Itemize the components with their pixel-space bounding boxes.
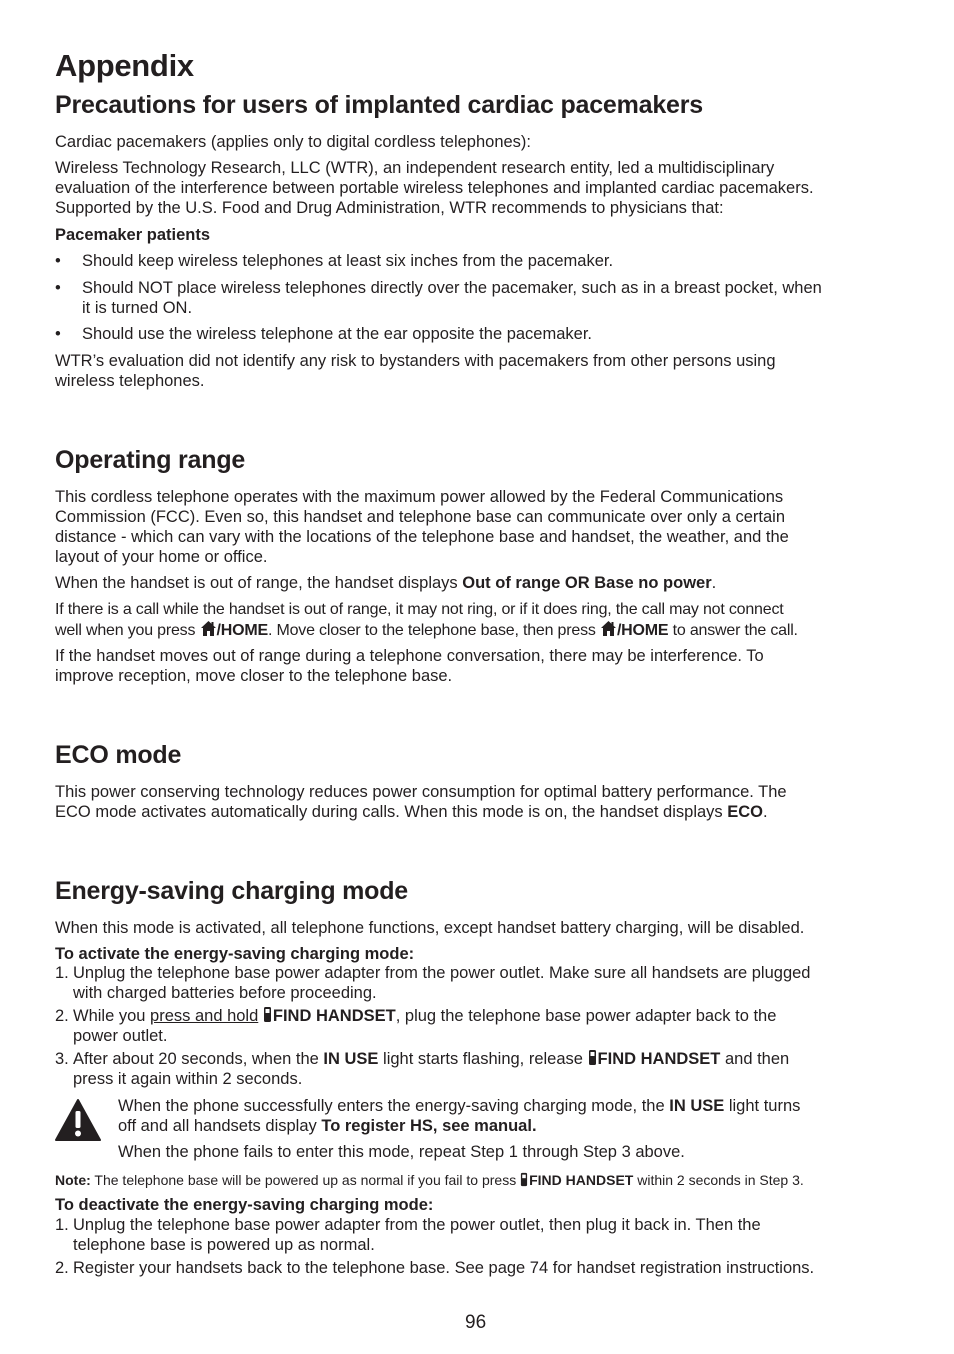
home-key-label: /HOME — [616, 622, 669, 639]
note — [55, 1171, 905, 1189]
eco-paragraph — [55, 782, 905, 822]
bullet-text: Should keep wireless telephones at least six inches from the pacemaker. — [82, 252, 614, 270]
step-number: 2. — [55, 1259, 69, 1277]
step-text-part: and then — [720, 1050, 790, 1068]
warning-text-part: When the phone successfully enters the energy-saving charging mode, the — [118, 1097, 670, 1115]
pacemaker-para-line: Wireless Technology Research, LLC (WTR), an independent research entity, led a multidisciplinary — [55, 159, 775, 177]
range-line: distance - which can vary with the locations of the telephone base and handset, the weather, and the — [55, 528, 789, 546]
range-paragraph-4 — [55, 646, 905, 686]
energy-heading: Energy-saving charging mode — [55, 877, 409, 905]
note-label: Note: — [55, 1172, 91, 1188]
warning-text-part: light turns — [724, 1097, 801, 1115]
range-p3-line: If there is a call while the handset is out of range, it may not ring, or if it does ring, the call may not connect — [55, 601, 784, 618]
step-text-part: light starts flashing, release — [378, 1050, 588, 1068]
pacemaker-intro: Cardiac pacemakers (applies only to digital cordless telephones): — [55, 133, 531, 151]
activate-label: To activate the energy-saving charging mode: — [55, 945, 415, 963]
step-text-part: , plug the telephone base power adapter back to the — [395, 1007, 777, 1025]
warning-text-part: off and all handsets display — [118, 1117, 322, 1135]
range-p3-text: well when you press — [55, 622, 200, 639]
pacemaker-para-line: Supported by the U.S. Food and Drug Administration, WTR recommends to physicians that: — [55, 199, 724, 217]
bullet-marker: • — [55, 279, 61, 297]
home-icon — [600, 620, 617, 637]
bullet-text: Should use the wireless telephone at the ear opposite the pacemaker. — [82, 325, 593, 343]
range-line: This cordless telephone operates with the maximum power allowed by the Federal Communications — [55, 488, 784, 506]
find-handset-key: FIND HANDSET — [272, 1007, 396, 1025]
deactivate-label: To deactivate the energy-saving charging mode: — [55, 1196, 434, 1214]
in-use-light-label: IN USE — [323, 1050, 379, 1068]
range-paragraph-1 — [55, 487, 905, 567]
step-text: Register your handsets back to the telephone base. See page 74 for handset registration instructions. — [73, 1259, 815, 1277]
step-line: press it again within 2 seconds. — [73, 1070, 303, 1088]
warning-line — [118, 1096, 908, 1116]
step-text — [73, 963, 893, 1003]
step-number: 2. — [55, 1007, 69, 1025]
register-hs-display: To register HS, see manual. — [321, 1117, 537, 1135]
energy-intro: When this mode is activated, all telephone functions, except handset battery charging, will be disabled. — [55, 919, 805, 937]
eco-display: ECO — [727, 803, 764, 821]
eco-line: This power conserving technology reduces power consumption for optimal battery performance. The — [55, 783, 787, 801]
range-paragraph-3 — [55, 600, 905, 641]
pacemaker-patients-label: Pacemaker patients — [55, 226, 211, 244]
handset-icon — [588, 1049, 597, 1066]
bullet-text-line: Should NOT place wireless telephones directly over the pacemaker, such as in a breast pocket, when — [82, 279, 822, 297]
home-key-label: /HOME — [216, 622, 268, 639]
range-p3-text: . Move closer to the telephone base, then press — [267, 622, 600, 639]
bullet-text-line: it is turned ON. — [82, 299, 193, 317]
warning-text — [118, 1096, 908, 1162]
step-text — [73, 1215, 893, 1255]
note-text: The telephone base will be powered up as normal if you fail to press — [90, 1172, 521, 1188]
step-text-part: After about 20 seconds, when the — [73, 1050, 324, 1068]
range-line: Commission (FCC). Even so, this handset and telephone base can communicate over only a certain — [55, 508, 786, 526]
find-handset-key: FIND HANDSET — [529, 1172, 634, 1188]
step-line: Unplug the telephone base power adapter from the power outlet, then plug it back in. Then the — [73, 1216, 761, 1234]
eco-heading: ECO mode — [55, 741, 182, 769]
step-line: Unplug the telephone base power adapter from the power outlet. Make sure all handsets are plugged — [73, 964, 811, 982]
range-line: layout of your home or office. — [55, 548, 268, 566]
press-and-hold-link: press and hold — [150, 1007, 259, 1025]
warning-triangle-icon — [55, 1098, 101, 1142]
range-line: improve reception, move closer to the telephone base. — [55, 667, 453, 685]
range-heading: Operating range — [55, 446, 246, 474]
step-number: 1. — [55, 964, 69, 982]
range-p3-line — [55, 620, 905, 641]
in-use-light-label: IN USE — [669, 1097, 725, 1115]
eco-text: ECO mode activates automatically during calls. When this mode is on, the handset displays — [55, 803, 728, 821]
warning-line — [118, 1116, 908, 1136]
pacemaker-para-line: evaluation of the interference between portable wireless telephones and implanted cardiac pacemakers. — [55, 179, 814, 197]
step-line — [73, 1049, 893, 1069]
note-text: within 2 seconds in Step 3. — [633, 1172, 804, 1188]
closing-line: wireless telephones. — [55, 372, 205, 390]
range-paragraph-2 — [55, 573, 905, 593]
step-number: 1. — [55, 1216, 69, 1234]
step-text-part: While you — [73, 1007, 151, 1025]
range-p3-text: to answer the call. — [668, 622, 798, 639]
pacemaker-heading: Precautions for users of implanted cardiac pacemakers — [55, 91, 703, 119]
range-p2-text: When the handset is out of range, the handset displays — [55, 574, 463, 592]
bullet-marker: • — [55, 252, 61, 270]
closing-line: WTR’s evaluation did not identify any risk to bystanders with pacemakers from other persons using — [55, 352, 776, 370]
out-of-range-display: Out of range OR Base no power — [462, 574, 712, 592]
page-title: Appendix — [55, 48, 194, 83]
page-number: 96 — [465, 1312, 487, 1333]
pacemaker-paragraph — [55, 158, 905, 218]
step-line — [73, 1006, 893, 1026]
range-p2-end: . — [711, 574, 717, 592]
find-handset-key: FIND HANDSET — [597, 1050, 721, 1068]
eco-text-end: . — [763, 803, 768, 821]
warning-line: When the phone fails to enter this mode, repeat Step 1 through Step 3 above. — [118, 1143, 685, 1161]
step-text — [73, 1049, 893, 1089]
bullet-marker: • — [55, 325, 61, 343]
step-text — [73, 1006, 893, 1046]
step-line: power outlet. — [73, 1027, 168, 1045]
eco-line — [55, 802, 905, 822]
range-line: If the handset moves out of range during a telephone conversation, there may be interference. To — [55, 647, 764, 665]
step-line: with charged batteries before proceeding. — [73, 984, 377, 1002]
bullet-text — [82, 278, 902, 318]
home-icon — [200, 620, 217, 637]
step-line: telephone base is powered up as normal. — [73, 1236, 375, 1254]
handset-icon — [263, 1006, 272, 1023]
pacemaker-closing — [55, 351, 905, 391]
handset-icon — [520, 1172, 528, 1187]
step-number: 3. — [55, 1050, 69, 1068]
